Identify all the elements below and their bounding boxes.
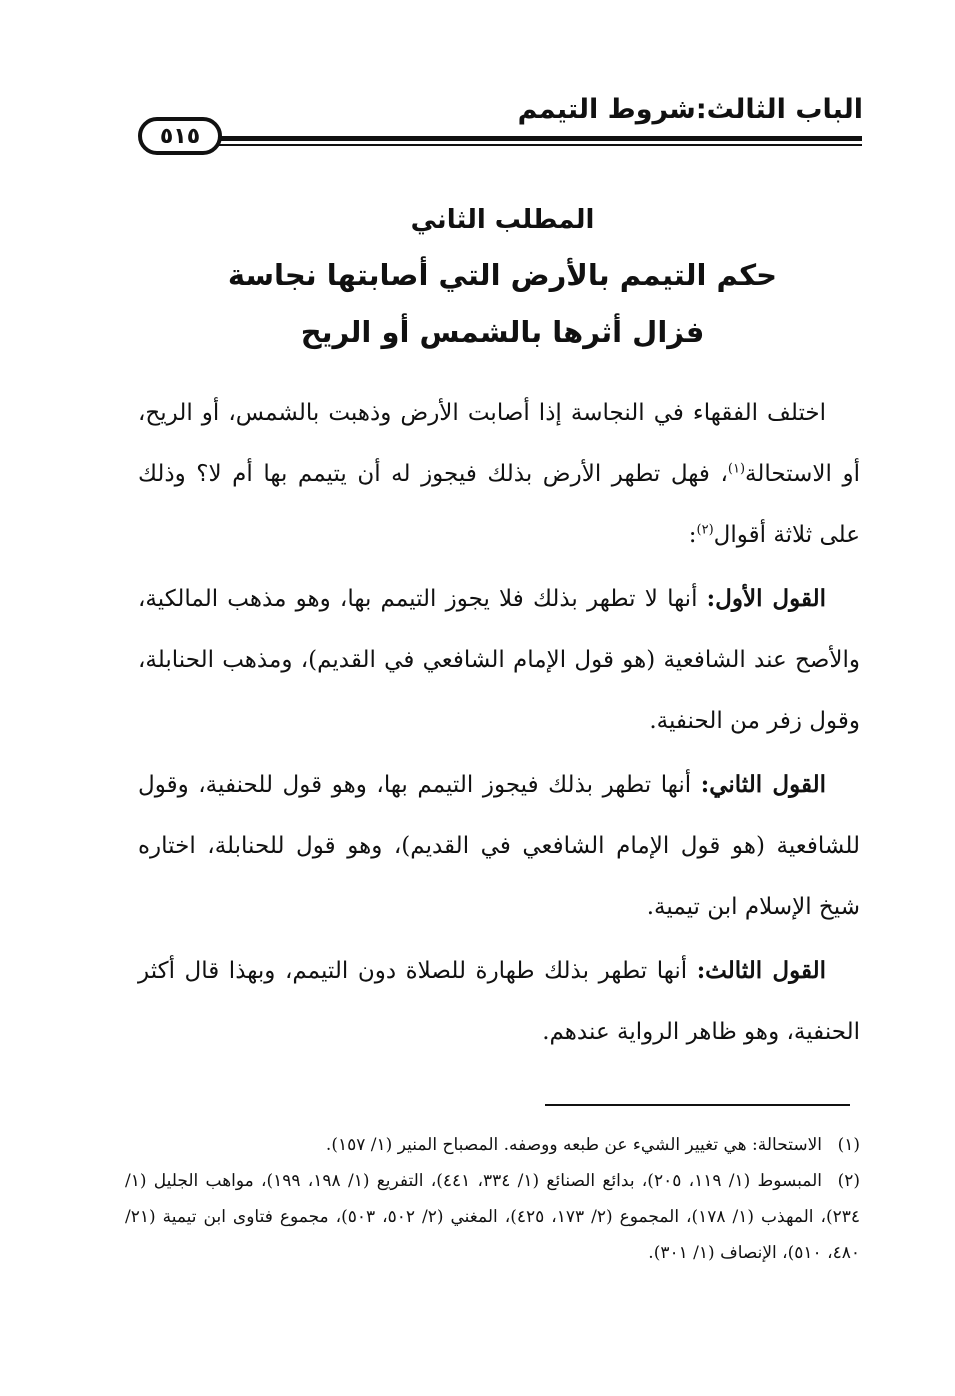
footnote-1 [125, 1127, 860, 1163]
page-number: ٥١٥ [159, 123, 201, 149]
running-header-title: الباب الثالث:شروط التيمم [517, 94, 863, 125]
body-text [138, 383, 860, 1065]
opinion-2-text: أنها تطهر بذلك فيجوز التيمم بها، وهو قول للحنفية، وقول للشافعية (هو قول الإمام الشافعي في القديم)، وهو قول للحنابلة، اختاره شيخ الإسلام ابن تيمية. [138, 772, 860, 920]
opinion-1-paragraph [138, 568, 860, 752]
footnote-ref-2[interactable]: (٢) [696, 522, 714, 538]
opinion-1-label: القول الأول: [706, 585, 827, 612]
footnote-2-number: (٢) [837, 1171, 861, 1191]
header-rule-thin [205, 144, 862, 146]
header-rule-thick [205, 136, 862, 141]
footnote-1-text: الاستحالة: هي تغيير الشيء عن طبعه ووصفه. المصباح المنير (١/ ١٥٧). [325, 1135, 822, 1155]
intro-text-2: ، فهل تطهر الأرض بذلك فيجوز له أن يتيمم بها أم لا؟ وذلك على ثلاثة أقوال [138, 461, 860, 548]
section-title-line-2: فزال أثرها بالشمس أو الريح [300, 315, 705, 349]
footnote-1-number: (١) [837, 1135, 860, 1155]
intro-paragraph [138, 383, 860, 566]
section-title-line-1: حكم التيمم بالأرض التي أصابتها نجاسة [227, 258, 778, 292]
opinion-2-paragraph [138, 754, 860, 938]
footnote-ref-1[interactable]: (١) [727, 461, 746, 477]
opinion-3-label: القول الثالث: [696, 957, 827, 984]
opinion-3-text: أنها تطهر بذلك طهارة للصلاة دون التيمم، وبهذا قال أكثر الحنفية، وهو ظاهر الرواية عندهم. [138, 958, 860, 1045]
opinion-2-label: القول الثاني: [700, 771, 826, 798]
footnote-2-text: المبسوط (١/ ١١٩، ٢٠٥)، بدائع الصنائع (١/ ٣٣٤، ٤٤١)، التفريع (١/ ١٩٨، ١٩٩)، مواهب الجليل (١/ ٢٣٤)، المهذب (١/ ١٧٨)، المجموع (٢/ ١٧٣، ٤٢٥)، المغني (٢/ ٥٠٢، ٥٠٣)، مجموع فتاوى ابن تيمية (٢١/ ٤٨٠، ٥١٠)، الإنصاف (١/ ٣٠١). [125, 1171, 861, 1263]
footnote-2 [125, 1163, 860, 1271]
opinion-1-text: أنها لا تطهر بذلك فلا يجوز التيمم بها، وهو مذهب المالكية، والأصح عند الشافعية (هو قول الإمام الشافعي في القديم)، ومذهب الحنابلة، وقول زفر من الحنفية. [138, 586, 860, 734]
intro-text-3: : [688, 522, 697, 548]
page-number-badge [138, 117, 222, 155]
intro-text-1: اختلف الفقهاء في النجاسة إذا أصابت الأرض وذهبت بالشمس، أو الريح، أو الاستحالة [138, 400, 860, 487]
footnote-separator [545, 1104, 850, 1106]
footnotes [125, 1127, 860, 1271]
header-rule [205, 136, 862, 148]
subsection-heading: المطلب الثاني [410, 205, 595, 235]
opinion-3-paragraph [138, 940, 860, 1063]
